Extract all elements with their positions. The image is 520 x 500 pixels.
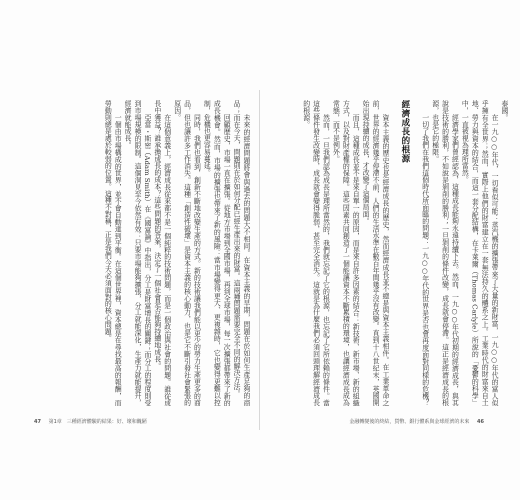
paragraph: 同時，我們也看到，創新不斷地改變生產的方式。新的技術讓我們能以更少的勞力生產更多的商品，但也讓許多工作消失。這種「創造性破壞」是資本主義的核心動力，也是它不斷引發社會緊張的原因。	[172, 100, 201, 406]
page-number: 46	[477, 419, 484, 425]
paragraph: 一個由市場構成的世界，並不會自動達到平衡。在這個世界裡，資本總是在尋找最高的報酬，而勞動則總是處於較弱的位置。這種不對稱，正是我們今天必須面對的核心問題。	[103, 100, 122, 406]
right-footer	[349, 418, 490, 425]
running-head: 第1章 三種經濟體驗的結果：好、壞和醜陋	[48, 419, 147, 425]
page-number: 47	[34, 419, 41, 425]
paragraph: 然而，一旦我們認為成長是理所當然的，我們就忘記了它的根源，也忘記了它所依賴的條件。當這些條件發生改變時，成長就會變得脆弱，甚至完全消失。這就是為什麼我們必須回頭理解經濟成長的根源。	[301, 100, 330, 406]
paragraph: 一切了我們在我們這個時代所面臨的問題：一九○○年代的世界是否也會再度面對同樣的危機？	[420, 113, 429, 406]
paragraph: 泰國。	[500, 100, 508, 121]
right-page-text	[276, 100, 508, 406]
section-title: 經濟成長的根源	[399, 100, 410, 163]
paragraph: 在這個意義上，經濟成長從來都不是一個純粹的技術問題，而是一個政治與社會的問題。誰從成長中獲益？誰承擔成長的成本？這些問題的答案，決定了一個社會是否能夠持續地成長。	[152, 100, 171, 406]
paragraph: 資本主義的歷史也是經濟成長的歷史，然而經濟成長並不總是與資本主義相伴。在工業革命之前，世界的經濟幾乎停滯不前，人們的生活水準在數百年間幾乎沒有改變。直到十八世紀末，英國開始出現持續的成長，才改變了這個局面。	[361, 100, 389, 406]
paragraph: 亞當・斯密（Adam Smith）在《國富論》中指出，分工是財富增長的關鍵；而分工的程度則受到市場規模的限制。這個洞見至今依然有效：只要市場能夠擴張，分工就能深化，生產力就能提升，經濟就能成長。	[123, 100, 151, 406]
paragraph: 回顧歷史，市場一直在擴張。從地方市場到全國市場，再到全球市場，每一次擴張都帶來了新的成長機會。然而，市場的擴張也帶來了新的風險：當市場變得更大、更複雜時，它也變得更難以控制，危機也更容易蔓延。	[202, 100, 231, 406]
paragraph: 在一九○○年代，一切看似可能：蒸汽機的擴張帶來了大量的新財富，一九○○年代的富人似乎擁有全世界；然而，實際上他們的財富建立在一套無法持久的體系之上。工業時代的財富來自土地、勞力與資本的結合，而這一套分配結構，在卡萊爾（Thomas Carlyle）所說的「憂鬱的科學」中，一直被視為理所當然。	[460, 100, 499, 406]
paragraph: 經濟學家們曾經認為，這種成長能夠永遠持續下去。然而，一九○○年代初期的經濟成長，與其說是技術的勝利，不如說是剝削的勝利；一旦剝削的條件改變，成長就會停滯。這正是經濟成長的根源，也是它的極限。	[430, 100, 459, 406]
running-head: 金融轉變後的終結，貨幣、銀行體系與金球經濟的未來	[349, 419, 470, 425]
book-spine	[259, 90, 260, 430]
paragraph: 未來的經濟問題將會與過去的問題大不相同。在資本主義的早期，問題在於如何生產足夠的商品；而在今天，問題則在於如何分配已經生產出來的財富。這兩種問題需要完全不同的解決方法。	[232, 100, 250, 406]
left-footer	[28, 418, 147, 425]
paragraph: 而且，這種成長並不是來自單一的原因，而是來自許多因素的結合：新技術、新市場、新的組織方式，以及對財產權的保障。這些因素共同創造了一個能讓資本不斷累積的環境，也讓經濟成長成為常態，而不是例外。	[331, 100, 360, 406]
left-page-text	[22, 100, 250, 406]
